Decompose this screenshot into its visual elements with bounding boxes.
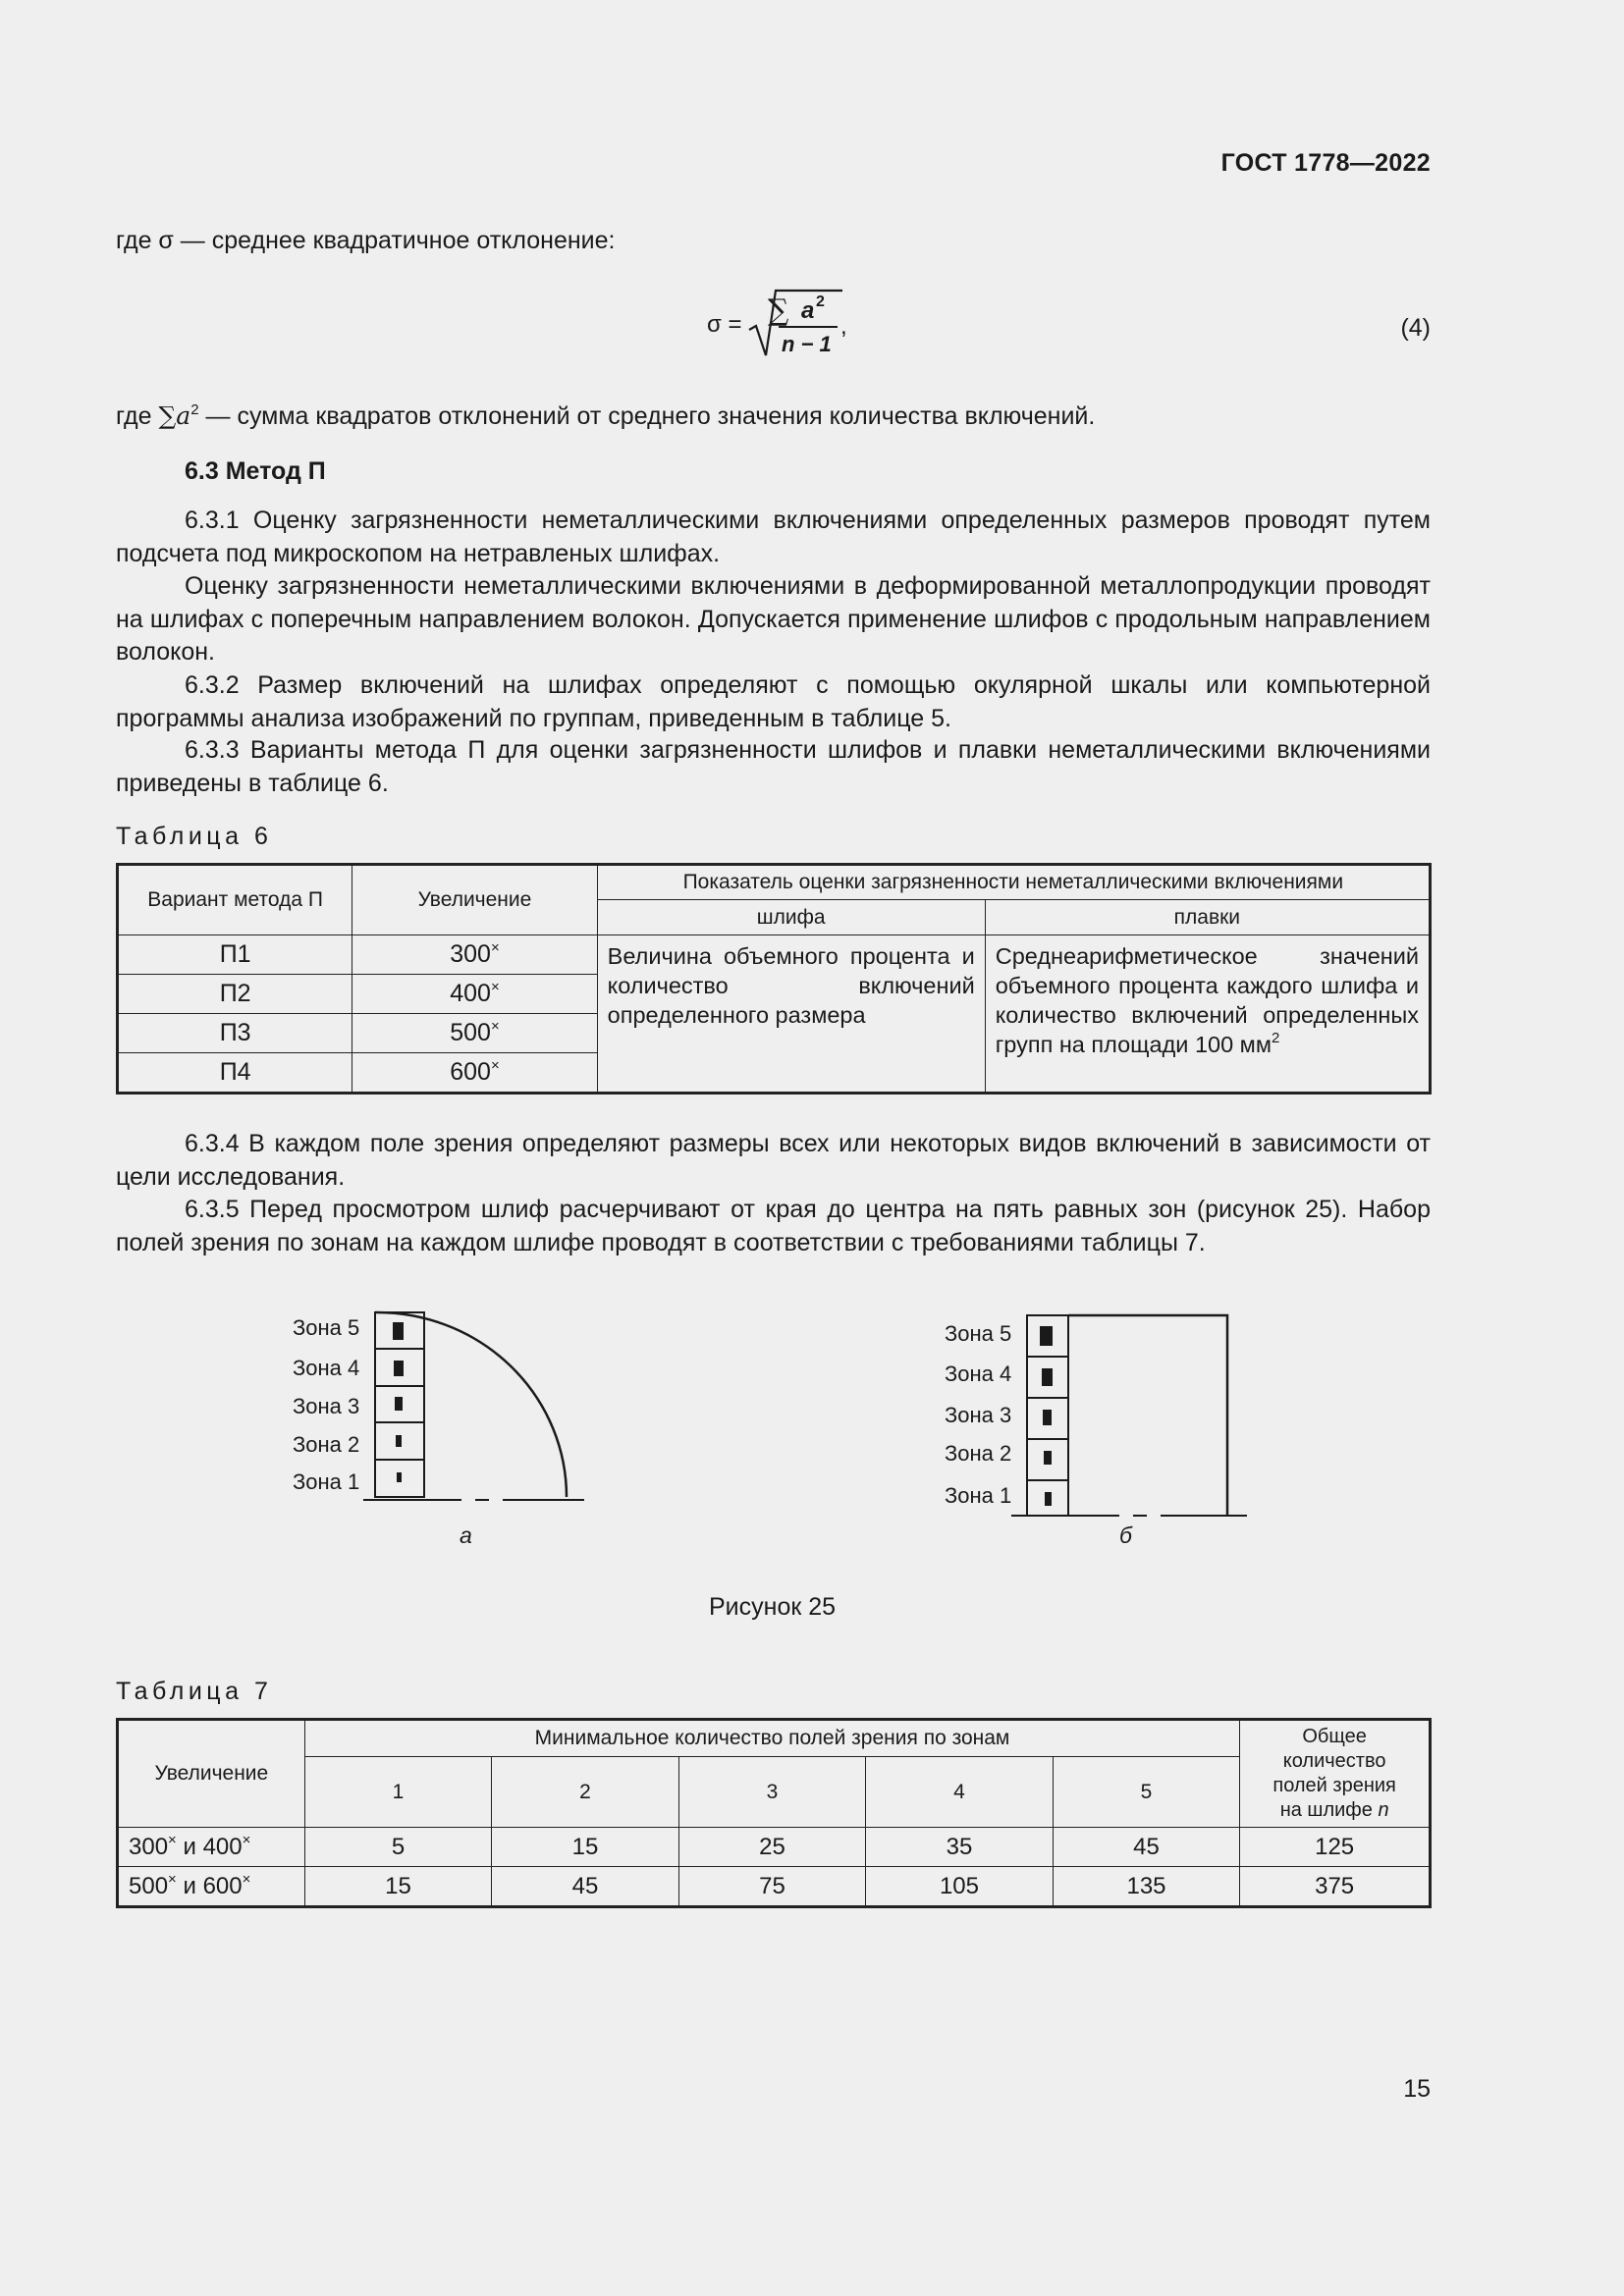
t6-melt-description: Среднеарифметическое значений объемного процента каждого шлифа и количество включений определенных групп на площади 100 $мм^2$ bbox=[985, 935, 1430, 1094]
t7-cell: 45 bbox=[492, 1867, 678, 1907]
paragraph-6-3-1: 6.3.1 Оценку загрязненности неметаллическими включениями определенных размеров проводят путем подсчета под микроскопом на нетравленых шлифах. bbox=[116, 507, 1431, 567]
table-6 bbox=[116, 863, 1432, 1095]
sum-exponent: 2 bbox=[190, 401, 199, 418]
t6-header-slice: шлифа bbox=[597, 900, 985, 935]
zone4-inclusion bbox=[394, 1361, 404, 1376]
zone-label-b5: Зона 5 bbox=[945, 1321, 1012, 1346]
t7-zone-3: 3 bbox=[678, 1757, 865, 1828]
figure-25b-diagram bbox=[1011, 1306, 1257, 1517]
zone3-inclusion bbox=[395, 1397, 403, 1411]
equation-number: (4) bbox=[1400, 314, 1431, 342]
zone2-inclusion bbox=[396, 1435, 402, 1447]
t6-slice-description: Величина объемного процента и количество включений определенного размера bbox=[597, 935, 985, 1094]
paragraph-6-3-2: 6.3.2 Размер включений на шлифах определяют с помощью окулярной шкалы или компьютерной программы анализа изображений по группам, приведенным в таблице 5. bbox=[116, 671, 1431, 732]
section-title: 6.3 Метод П bbox=[185, 457, 326, 485]
t6-variant: П3 bbox=[118, 1014, 352, 1053]
table7-caption: Таблица 7 bbox=[116, 1678, 273, 1705]
zone-label-b1: Зона 1 bbox=[945, 1483, 1012, 1508]
zone-label-b3: Зона 3 bbox=[945, 1403, 1012, 1427]
t7-zone-4: 4 bbox=[866, 1757, 1054, 1828]
zone1-inclusion bbox=[1045, 1492, 1052, 1506]
t7-header-total: Общее количество полей зрения на шлифе n bbox=[1240, 1720, 1431, 1828]
slice-rectangle-outline bbox=[1068, 1315, 1227, 1517]
t7-header-min-fields: Минимальное количество полей зрения по зонам bbox=[304, 1720, 1239, 1757]
t7-cell: 5 bbox=[304, 1828, 491, 1867]
t7-row-magnification: 500× и 600× bbox=[118, 1867, 305, 1907]
zone-label-a1: Зона 1 bbox=[293, 1469, 360, 1494]
paragraph-sum-squares bbox=[116, 400, 1431, 434]
t6-mag: 500× bbox=[352, 1014, 597, 1053]
t6-variant: П4 bbox=[118, 1053, 352, 1094]
t7-total: 125 bbox=[1240, 1828, 1431, 1867]
paragraph-6-3-5: 6.3.5 Перед просмотром шлиф расчерчивают от края до центра на пять равных зон (рисунок 25). Набор полей зрения по зонам на каждом шлифе проводят в соответствии с требованиями таблицы 7. bbox=[116, 1196, 1431, 1256]
formula-sigma bbox=[705, 283, 901, 361]
t7-zone-1: 1 bbox=[304, 1757, 491, 1828]
t6-mag: 400× bbox=[352, 975, 597, 1014]
paragraph-6-3-4: 6.3.4 В каждом поле зрения определяют размеры всех или некоторых видов включений в зависимости от цели исследования. bbox=[116, 1130, 1431, 1191]
sum-symbol: ∑a bbox=[158, 401, 191, 430]
slice-quarter-arc bbox=[375, 1312, 567, 1497]
table6-caption: Таблица 6 bbox=[116, 823, 273, 850]
t6-header-melt: плавки bbox=[985, 900, 1430, 935]
paragraph-sigma: где σ — среднее квадратичное отклонение: bbox=[116, 227, 616, 254]
t7-cell: 15 bbox=[304, 1867, 491, 1907]
paragraph-6-3-1b: Оценку загрязненности неметаллическими включениями в деформированной металлопродукции проводят на шлифах с поперечным направлением волокон. Допускается применение шлифов с продольным направлением волокон. bbox=[116, 572, 1431, 666]
t7-cell: 15 bbox=[492, 1828, 678, 1867]
table-7 bbox=[116, 1718, 1432, 1908]
formula-sum-symbol: ∑ bbox=[768, 294, 789, 328]
page-number: 15 bbox=[1403, 2075, 1431, 2103]
zone2-inclusion bbox=[1044, 1451, 1052, 1465]
t6-variant: П2 bbox=[118, 975, 352, 1014]
zone-label-b2: Зона 2 bbox=[945, 1441, 1012, 1466]
t7-header-magnification: Увеличение bbox=[118, 1720, 305, 1828]
figure-label-b: б bbox=[1119, 1522, 1132, 1548]
zone-label-a3: Зона 3 bbox=[293, 1394, 360, 1418]
t7-zone-2: 2 bbox=[492, 1757, 678, 1828]
t7-total: 375 bbox=[1240, 1867, 1431, 1907]
formula-variable: a bbox=[801, 297, 815, 324]
sum-description: — сумма квадратов отклонений от среднего значения количества включений. bbox=[198, 402, 1096, 430]
t6-header-index: Показатель оценки загрязненности неметаллическими включениями bbox=[597, 865, 1430, 900]
zone-label-a2: Зона 2 bbox=[293, 1432, 360, 1457]
formula-denominator: n − 1 bbox=[782, 332, 832, 356]
t6-header-magnification: Увеличение bbox=[352, 865, 597, 935]
formula-comma: , bbox=[840, 313, 847, 340]
formula-exponent: 2 bbox=[816, 294, 825, 310]
zone5-inclusion bbox=[1040, 1326, 1053, 1346]
t6-header-variant: Вариант метода П bbox=[118, 865, 352, 935]
t7-cell: 135 bbox=[1053, 1867, 1240, 1907]
standard-code: ГОСТ 1778—2022 bbox=[1220, 149, 1431, 177]
t7-cell: 25 bbox=[678, 1828, 865, 1867]
paragraph-6-3-3: 6.3.3 Варианты метода П для оценки загрязненности шлифов и плавки неметаллическими включениями приведены в таблице 6. bbox=[116, 736, 1431, 797]
t6-mag: 600× bbox=[352, 1053, 597, 1094]
zone-label-a4: Зона 4 bbox=[293, 1356, 360, 1380]
zone-label-a5: Зона 5 bbox=[293, 1315, 360, 1340]
figure-25a-diagram bbox=[363, 1301, 599, 1507]
zone3-inclusion bbox=[1043, 1410, 1052, 1425]
zone-label-b4: Зона 4 bbox=[945, 1362, 1012, 1386]
formula-lhs: σ = bbox=[707, 311, 742, 338]
zone1-inclusion bbox=[397, 1472, 402, 1482]
t7-cell: 45 bbox=[1053, 1828, 1240, 1867]
zone5-inclusion bbox=[393, 1322, 404, 1340]
t6-mag: 300× bbox=[352, 935, 597, 975]
zone4-inclusion bbox=[1042, 1368, 1053, 1386]
t7-cell: 35 bbox=[866, 1828, 1054, 1867]
figure-caption: Рисунок 25 bbox=[709, 1593, 837, 1621]
t7-zone-5: 5 bbox=[1053, 1757, 1240, 1828]
t7-row-magnification: 300× и 400× bbox=[118, 1828, 305, 1867]
sum-prefix: где bbox=[116, 402, 159, 430]
t6-variant: П1 bbox=[118, 935, 352, 975]
t7-cell: 105 bbox=[866, 1867, 1054, 1907]
figure-label-a: а bbox=[460, 1522, 472, 1548]
t7-cell: 75 bbox=[678, 1867, 865, 1907]
